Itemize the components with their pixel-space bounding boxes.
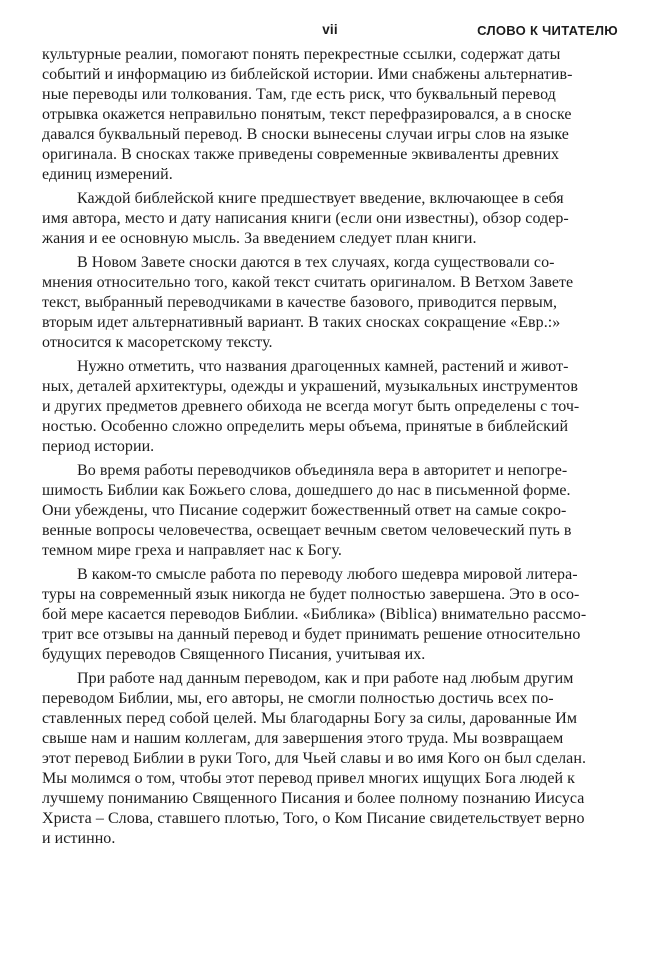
text-line: мнения относительно того, какой текст считать оригиналом. В Ветхом Завете	[42, 274, 574, 291]
text-line: ставленных перед собой целей. Мы благодарны Богу за силы, дарованные Им	[42, 710, 578, 727]
text-line: и истинно.	[42, 830, 116, 847]
text-line: Нужно отметить, что названия драгоценных камней, растений и живот-	[77, 358, 569, 375]
text-line: ные переводы или толкования. Там, где есть риск, что буквальный перевод	[42, 86, 556, 103]
text-line: относится к масоретскому тексту.	[42, 334, 273, 351]
text-line: темном мире греха и направляет нас к Богу.	[42, 542, 342, 559]
text-line: Во время работы переводчиков объединяла вера в авторитет и непогре-	[77, 462, 568, 479]
paragraph	[42, 565, 618, 665]
text-line: Христа – Слова, ставшего плотью, Того, о Ком Писание свидетельствует верно	[42, 810, 585, 827]
text-line: отрывка окажется неправильно понятым, текст перефразировался, а в сноске	[42, 106, 572, 123]
text-line: культурные реалии, помогают понять перекрестные ссылки, содержат даты	[42, 46, 561, 63]
paragraph	[42, 189, 618, 249]
paragraph	[42, 461, 618, 561]
text-line: шимость Библии как Божьего слова, дошедшего до нас в письменной форме.	[42, 482, 571, 499]
text-line: ных, деталей архитектуры, одежды и украшений, музыкальных инструментов	[42, 378, 578, 395]
text-line: туры на современный язык никогда не будет полностью завершена. Это в осо-	[42, 586, 580, 603]
text-line: и других предметов древнего обихода не всегда могут быть определены с точ-	[42, 398, 580, 415]
text-line: единиц измерений.	[42, 166, 173, 183]
text-line: Каждой библейской книге предшествует введение, включающее в себя	[77, 190, 564, 207]
text-line: вторым идет альтернативный вариант. В таких сносках сокращение «Евр.:»	[42, 314, 561, 331]
text-line: давался буквальный перевод. В сноски вынесены случаи игры слов на языке	[42, 126, 569, 143]
running-title: СЛОВО К ЧИТАТЕЛЮ	[477, 22, 618, 38]
text-line: В каком-то смысле работа по переводу любого шедевра мировой литера-	[77, 566, 578, 583]
text-line: лучшему пониманию Священного Писания и более полному познанию Иисуса	[42, 790, 585, 807]
text-line: оригинала. В сносках также приведены современные эквиваленты древних	[42, 146, 560, 163]
text-line: имя автора, место и дату написания книги (если они известны), обзор содер-	[42, 210, 569, 227]
text-line: жания и ее основную мысль. За введением следует план книги.	[42, 230, 477, 247]
text-line: событий и информацию из библейской истории. Ими снабжены альтернатив-	[42, 66, 573, 83]
text-line: В Новом Завете сноски даются в тех случаях, когда существовали со-	[77, 254, 555, 271]
text-line: венные вопросы человечества, освещает вечным светом человеческий путь в	[42, 522, 572, 539]
text-line: текст, выбранный переводчиками в качестве базового, приводится первым,	[42, 294, 558, 311]
page-header	[42, 22, 618, 38]
text-line: будущих переводов Священного Писания, учитывая их.	[42, 646, 426, 663]
paragraph	[42, 357, 618, 457]
page-number: vii	[322, 22, 338, 37]
text-line: трит все отзывы на данный перевод и будет принимать решение относительно	[42, 626, 581, 643]
text-line: этот перевод Библии в руки Того, для Чьей славы и во имя Кого он был сделан.	[42, 750, 586, 767]
paragraph	[42, 253, 618, 353]
text-block	[42, 45, 618, 849]
text-line: Они убеждены, что Писание содержит божественный ответ на самые сокро-	[42, 502, 567, 519]
text-line: переводом Библии, мы, его авторы, не смогли полностью достичь всех по-	[42, 690, 554, 707]
paragraph	[42, 669, 618, 849]
text-line: Мы молимся о том, чтобы этот перевод привел многих ищущих Бога людей к	[42, 770, 575, 787]
text-line: ностью. Особенно сложно определить меры объема, принятые в библейский	[42, 418, 569, 435]
text-line: При работе над данным переводом, как и при работе над любым другим	[77, 670, 574, 687]
text-line: бой мере касается переводов Библии. «Библика» (Biblica) внимательно рассмо-	[42, 606, 587, 623]
text-line: период истории.	[42, 438, 155, 455]
paragraph	[42, 45, 618, 185]
text-line: свыше нам и нашим коллегам, для завершения этого труда. Мы возвращаем	[42, 730, 564, 747]
